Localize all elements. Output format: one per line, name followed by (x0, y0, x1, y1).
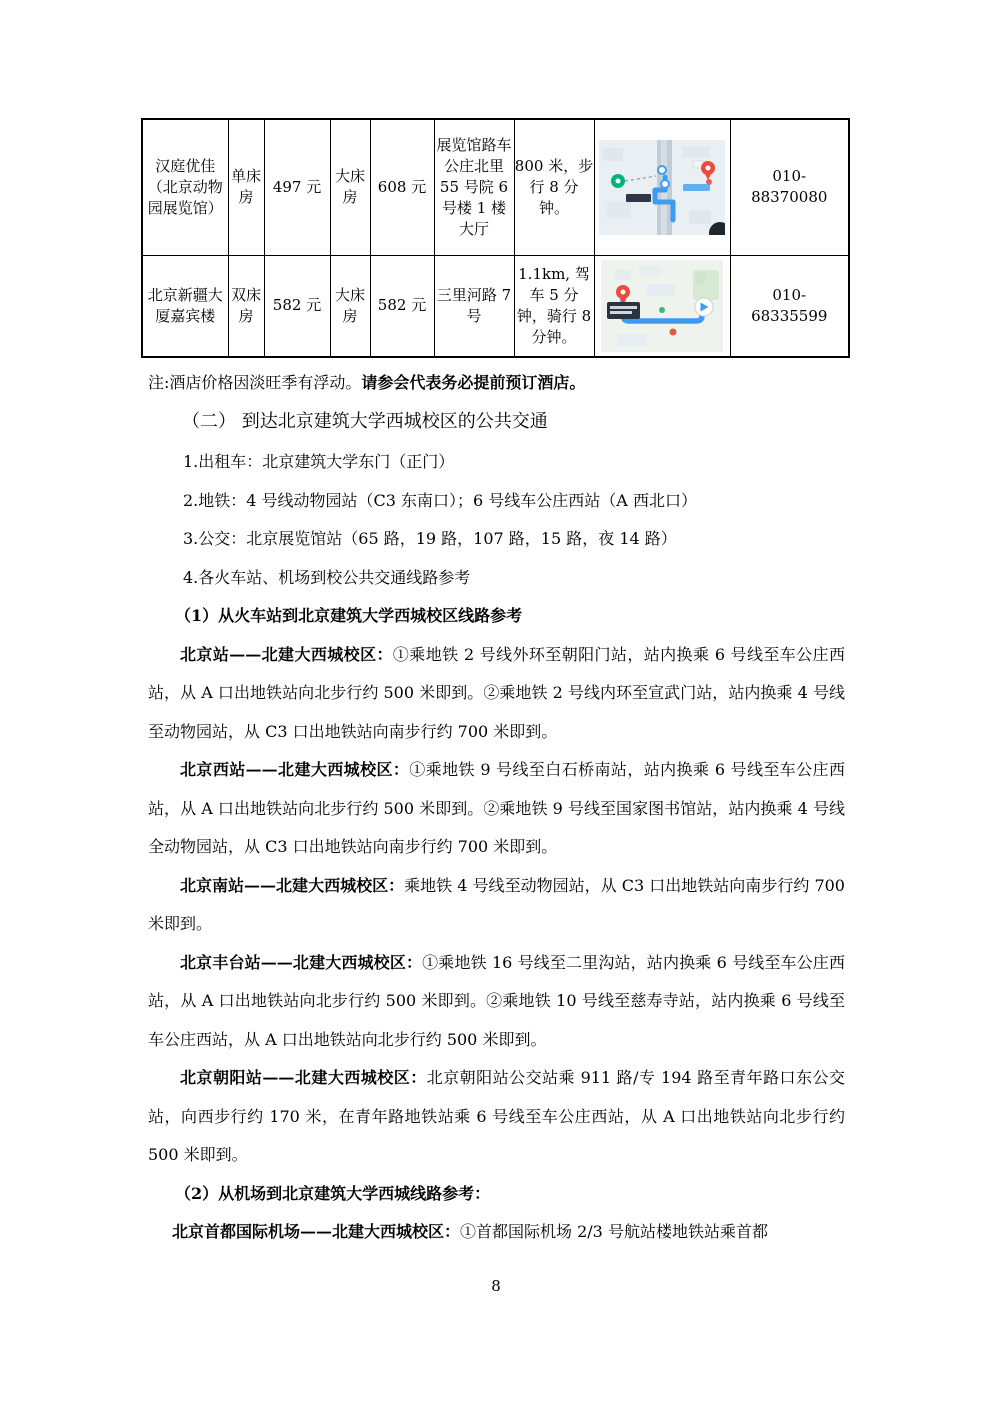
room-type-cell: 大床房 (330, 255, 370, 357)
section-heading: （二） 到达北京建筑大学西城校区的公共交通 (182, 411, 548, 432)
room-type-cell: 大床房 (330, 119, 370, 255)
phone-cell: 010- 68335599 (730, 255, 849, 357)
paragraph-capital-airport (148, 1213, 845, 1252)
map-route-thumbnail (601, 260, 723, 352)
body-text (148, 443, 845, 1252)
room-type-cell: 单床房 (228, 119, 264, 255)
price-cell: 608 元 (370, 119, 434, 255)
paragraph-lead: 北京站——北建大西城校区： (180, 644, 393, 664)
list-item-subway: 2.地铁：4 号线动物园站（C3 东南口）；6 号线车公庄西站（A 西北口） (183, 490, 697, 510)
rail-guide-heading: （1）从火车站到北京建筑大学西城校区线路参考 (175, 606, 523, 625)
paragraph-lead: 北京朝阳站——北建大西城校区： (180, 1068, 427, 1087)
paragraph-fengtai-station (148, 944, 845, 1060)
address-cell: 三里河路 7 号 (434, 255, 514, 357)
room-type-cell: 双床房 (228, 255, 264, 357)
paragraph-text: ①乘地铁 9 号线至白石桥南站，站内换乘 6 号线至车公庄西站，从 A 口出地铁站向北步行约 500 米即到。②乘地铁 9 号线至国家图书馆站，站内换乘 4 号线全动物园站，从 C3 口出地铁站向南步行约 700 米即到。 (148, 760, 845, 856)
station-label (683, 184, 710, 191)
list-item-taxi: 1.出租车：北京建筑大学东门（正门） (183, 452, 455, 471)
paragraph-beijing-south-station (148, 867, 845, 944)
paragraph-lead: 北京南站——北建大西城校区： (180, 875, 405, 895)
hotel-table (141, 118, 850, 358)
note-bold-text: 请参会代表务必提前预订酒店。 (361, 373, 586, 392)
hotel-label (607, 302, 640, 319)
note-text: 注:酒店价格因淡旺季有浮动。 (148, 373, 362, 392)
table-row (142, 255, 849, 357)
list-item-routes: 4.各火车站、机场到校公共交通线路参考 (183, 567, 471, 587)
map-cell (594, 255, 730, 357)
station-icon (661, 180, 669, 188)
phone-cell: 010- 88370080 (730, 119, 849, 255)
station-icon (658, 166, 666, 174)
paragraph-text: ①乘地铁 16 号线至二里沟站，站内换乘 6 号线至车公庄西站，从 A 口出地铁站向北步行约 500 米即到。②乘地铁 10 号线至慈寿寺站，站内换乘 6 号线至车公庄西站，从 A 口出地铁站向北步行约 500 米即到。 (148, 952, 845, 1049)
distance-cell: 1.1km, 驾车 5 分钟，骑行 8 分钟。 (514, 255, 594, 357)
price-cell: 582 元 (370, 255, 434, 357)
map-route-thumbnail (599, 140, 725, 235)
map-cell (594, 119, 730, 255)
paragraph-beijing-west-station (148, 751, 845, 867)
paragraph-text: 北京朝阳站公交站乘 911 路/专 194 路至青年路口东公交站，向西步行约 170 米，在青年路地铁站乘 6 号线至车公庄西站，从 A 口出地铁站向北步行约 500 米即到。 (148, 1068, 845, 1164)
paragraph-lead: 北京西站——北建大西城校区： (180, 760, 410, 779)
list-item-bus: 3.公交：北京展览馆站（65 路，19 路，107 路，15 路，夜 14 路） (183, 529, 677, 548)
distance-cell: 800 米，步行 8 分钟。 (514, 119, 594, 255)
table-note (148, 372, 845, 393)
underpass-label (626, 194, 651, 202)
price-cell: 497 元 (264, 119, 330, 255)
paragraph-text: 乘地铁 4 号线至动物园站，从 C3 口出地铁站向南步行约 700 米即到。 (148, 875, 845, 933)
price-cell: 582 元 (264, 255, 330, 357)
paragraph-chaoyang-station (148, 1059, 845, 1175)
paragraph-text: ①首都国际机场 2/3 号航站楼地铁站乘首都 (460, 1222, 768, 1241)
paragraph-lead: 北京首都国际机场——北建大西城校区： (172, 1222, 461, 1241)
airport-guide-heading: （2）从机场到北京建筑大学西城线路参考： (175, 1183, 491, 1203)
table-row (142, 119, 849, 255)
hotel-name-cell: 北京新疆大厦嘉宾楼 (142, 255, 228, 357)
paragraph-text: ①乘地铁 2 号线外环至朝阳门站，站内换乘 6 号线至车公庄西站，从 A 口出地铁站向北步行约 500 米即到。②乘地铁 2 号线内环至宣武门站，站内换乘 4 号线至动物园站，从 C3 口出地铁站向南步行约 700 米即到。 (148, 644, 845, 741)
hotel-name-cell: 汉庭优佳（北京动物园展览馆） (142, 119, 228, 255)
address-cell: 展览馆路车公庄北里 55 号院 6 号楼 1 楼大厅 (434, 119, 514, 255)
paragraph-lead: 北京丰台站——北建大西城校区： (180, 952, 423, 972)
paragraph-beijing-station (148, 636, 845, 752)
page-number: 8 (491, 1277, 501, 1295)
